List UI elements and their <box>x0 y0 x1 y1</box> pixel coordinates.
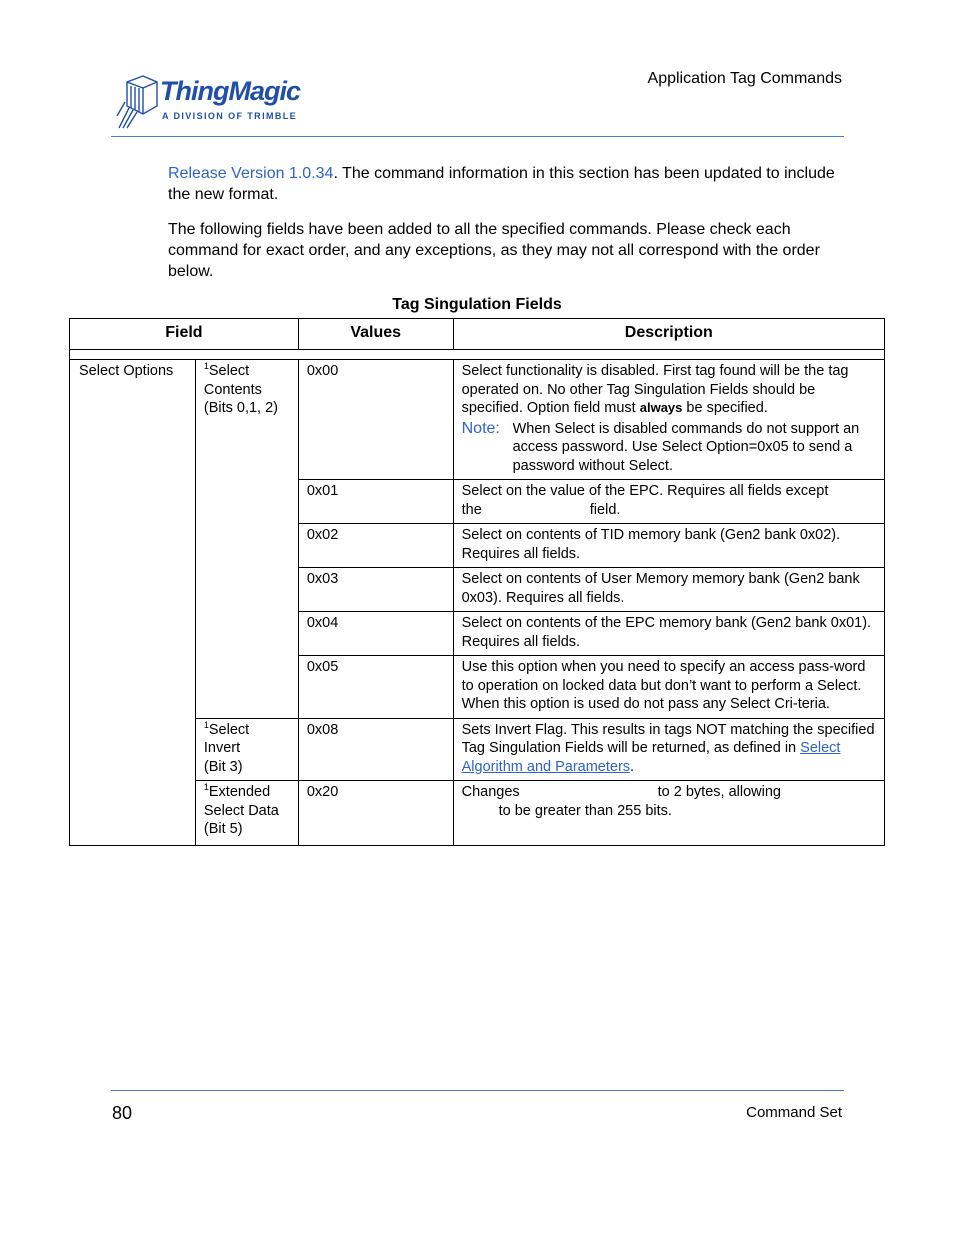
value-cell: 0x02 <box>298 524 453 568</box>
subfield-select-invert: $^1$Select Invert (Bit 3) <box>195 718 298 781</box>
field-select-options: Select Options <box>70 360 196 846</box>
value-cell: 0x01 <box>298 480 453 524</box>
release-version-link[interactable]: Release Version 1.0.34 <box>168 165 334 182</box>
select-algorithm-link[interactable]: Select Algorithm and Parameters <box>461 740 841 775</box>
footer-rule <box>111 1090 844 1091</box>
table-separator <box>70 350 885 360</box>
note-label: Note: <box>461 419 500 437</box>
logo-tagline: A DIVISION OF TRIMBLE <box>162 111 298 121</box>
table-caption: Tag Singulation Fields <box>392 296 562 313</box>
running-header-title: Application Tag Commands <box>647 70 842 87</box>
description-cell: Changes to 2 bytes, allowing to be greater than 255 bits. <box>453 781 884 846</box>
table-header-row <box>70 319 885 350</box>
description-cell: Select functionality is disabled. First tag found will be the tag operated on. No other Tag Singulation Fields should be specified. Option field must always be specified. Note: When Select is disabled commands do not support an access password. Use Select Option=0x05 to send a password without Select. <box>453 360 884 480</box>
description-cell: Select on contents of User Memory memory bank (Gen2 bank 0x03). Requires all fields. <box>453 568 884 612</box>
description-cell: Use this option when you need to specify an access pass-word to operation on locked data but don’t want to perform a Select. When this option is used do not pass any Select Cri-teria. <box>453 656 884 719</box>
description-cell: Select on the value of the EPC. Requires all fields except the field. <box>453 480 884 524</box>
value-cell: 0x20 <box>298 781 453 846</box>
value-cell: 0x00 <box>298 360 453 480</box>
header-rule <box>111 136 844 137</box>
subfield-extended-select-data: $^1$Extended Select Data (Bit 5) <box>195 781 298 846</box>
subfield-select-contents: $^1$Select Contents (Bits 0,1, 2) <box>195 360 298 719</box>
table-row <box>70 360 885 480</box>
note-text: When Select is disabled commands do not support an access password. Use Select Option=0x05 to send a password without Select. <box>512 420 860 474</box>
page-number: 80 <box>112 1103 133 1123</box>
value-cell: 0x03 <box>298 568 453 612</box>
logo-wordmark: ThingMagic <box>160 76 300 106</box>
description-cell: Select on contents of the EPC memory bank (Gen2 bank 0x01). Requires all fields. <box>453 612 884 656</box>
intro-text: . The command information in this section has been updated to include the new format. <box>168 165 835 203</box>
value-cell: 0x05 <box>298 656 453 719</box>
header-values: Values <box>298 319 453 350</box>
footer-title: Command Set <box>746 1104 842 1121</box>
header-field: Field <box>70 319 299 350</box>
tag-singulation-table <box>69 318 885 846</box>
intro-paragraph <box>168 163 848 205</box>
value-cell: 0x04 <box>298 612 453 656</box>
description-cell: Sets Invert Flag. This results in tags NOT matching the specified Tag Singulation Fields will be returned, as defined in Select Algorithm and Parameters. <box>453 718 884 781</box>
value-cell: 0x08 <box>298 718 453 781</box>
fields-paragraph: The following fields have been added to all the specified commands. Please check each command for exact order, and any exceptions, as they may not all correspond with the order below. <box>168 221 820 280</box>
header-description: Description <box>453 319 884 350</box>
note-block <box>462 420 876 476</box>
description-cell: Select on contents of TID memory bank (Gen2 bank 0x02). Requires all fields. <box>453 524 884 568</box>
